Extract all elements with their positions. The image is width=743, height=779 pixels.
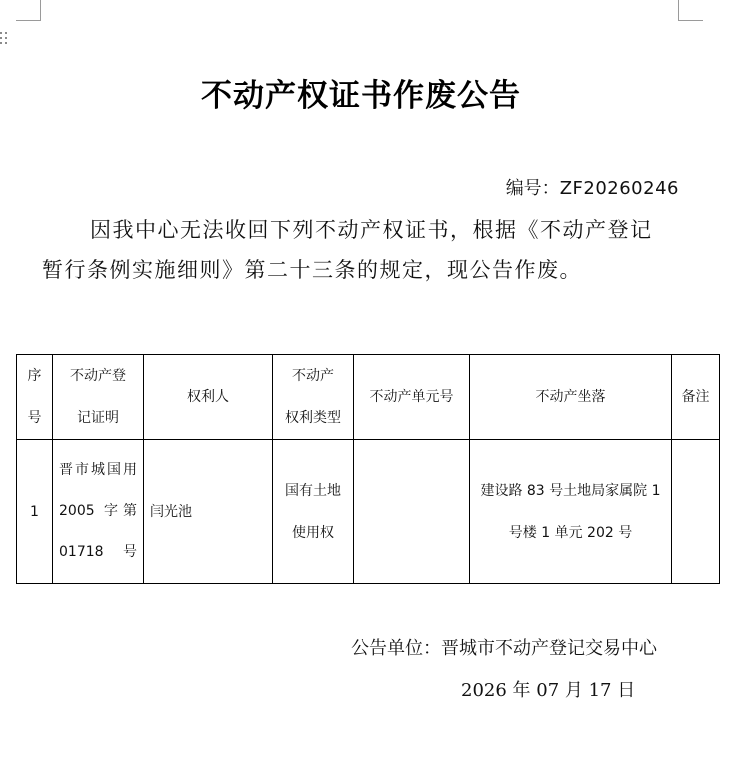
document-number-value: ZF20260246	[559, 178, 679, 199]
document-number	[506, 174, 679, 200]
certificate-table	[16, 354, 720, 584]
header-certificate: 不动产登 记证明	[53, 355, 144, 440]
table-row	[17, 440, 720, 584]
announcement-body-line-1: 因我中心无法收回下列不动产权证书，根据《不动产登记	[90, 218, 653, 242]
announcement-body	[42, 210, 682, 290]
issue-date: 2026 年 07 月 17 日	[461, 680, 636, 701]
cell-seq: 1	[17, 440, 53, 584]
table-header-row	[17, 355, 720, 440]
header-seq: 序 号	[17, 355, 53, 440]
page-title: 不动产权证书作废公告	[201, 78, 521, 114]
header-unit-number: 不动产单元号	[354, 355, 470, 440]
cell-certificate: 晋市城国用 2005 字第01718号	[53, 440, 144, 584]
header-holder: 权利人	[144, 355, 273, 440]
page-corner-mark-top-right	[678, 0, 703, 21]
cell-remark	[672, 440, 720, 584]
document-number-label: 编号：	[505, 178, 560, 199]
header-location: 不动产坐落	[470, 355, 672, 440]
page-corner-mark-top-left	[16, 0, 41, 21]
cell-unit-number	[354, 440, 470, 584]
cell-location: 建设路 83 号土地局家属院 1 号楼 1 单元 202 号	[470, 440, 672, 584]
header-remark: 备注	[672, 355, 720, 440]
cell-holder: 闫光池	[144, 440, 273, 584]
cell-right-type: 国有土地使用权	[273, 440, 354, 584]
announcement-body-line-2: 暂行条例实施细则》第二十三条的规定，现公告作废。	[42, 258, 582, 282]
issuing-organization: 公告单位：晋城市不动产登记交易中心	[351, 638, 657, 659]
drag-handle-icon[interactable]	[0, 32, 10, 46]
header-right-type: 不动产 权利类型	[273, 355, 354, 440]
